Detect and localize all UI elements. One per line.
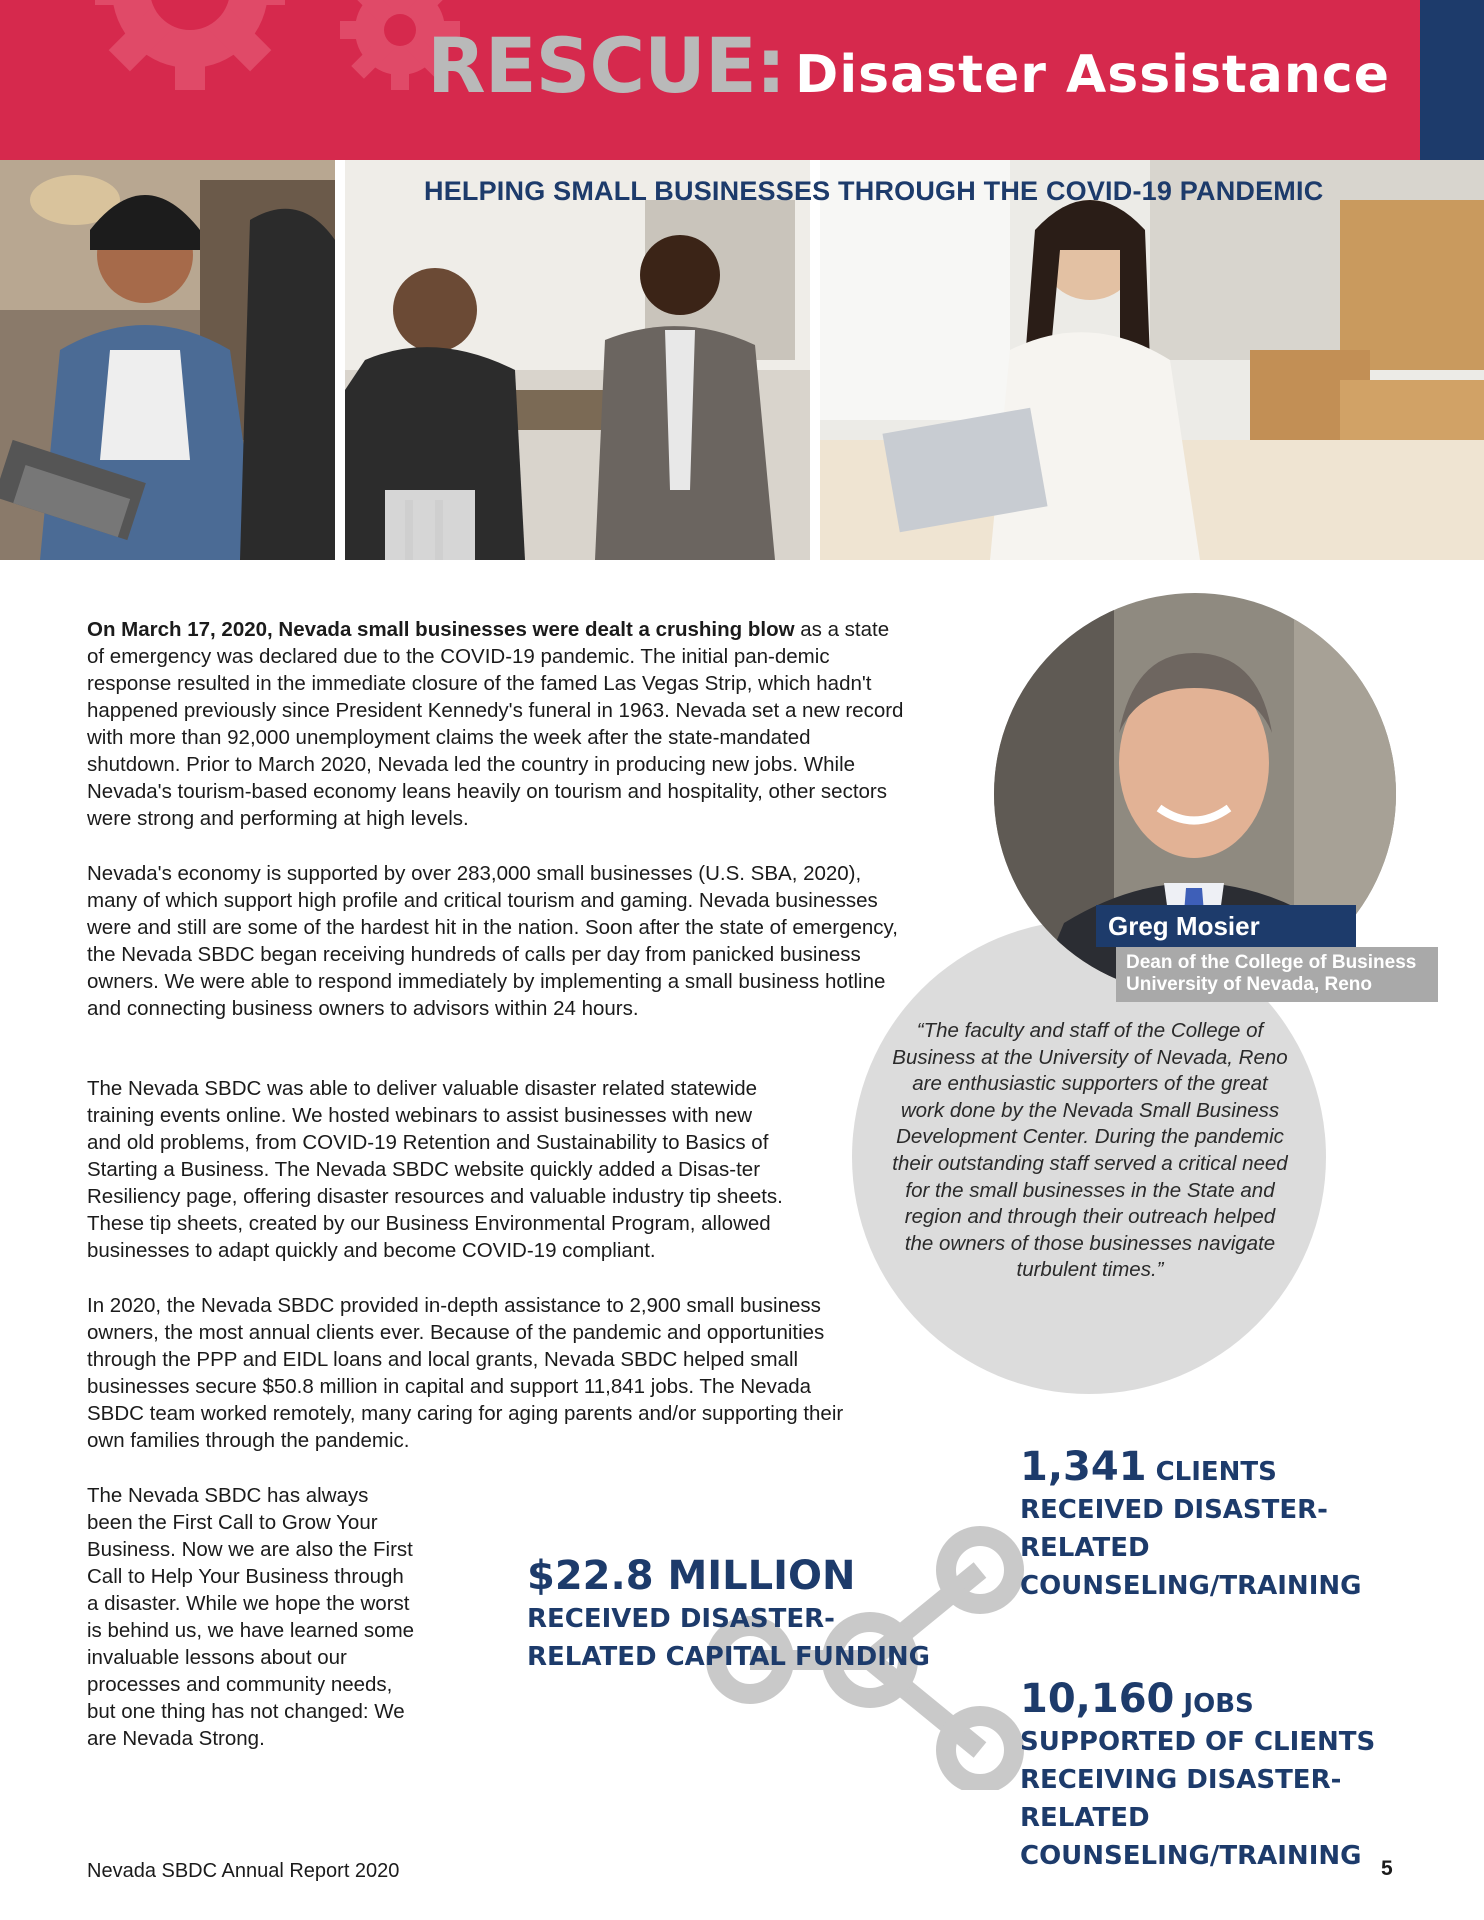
profile-title-line-2: University of Nevada, Reno — [1126, 974, 1373, 995]
stat-capital-value: $22.8 MILLION — [527, 1553, 856, 1599]
stat-jobs-label: JOBS SUPPORTED OF CLIENTS RECEIVING DISASTER-RELATED COUNSELING/TRAINING — [1020, 1689, 1376, 1871]
profile-title-line-1: Dean of the College of Business — [1126, 952, 1417, 973]
body-paragraph-4: In 2020, the Nevada SBDC provided in-depth assistance to 2,900 small business owners, the most annual clients ever. Because of the pandemic and opportunities through the PPP and EIDL loans and local grants, Nevada SBDC helped small businesses secure $50.8 million in capital and support 11,841 jobs. The Nevada SBDC team worked remotely, many caring for aging parents and/or supporting their own families through the pandemic. — [87, 1294, 844, 1452]
body-paragraph-3: The Nevada SBDC was able to deliver valuable disaster related statewide training events online. We hosted webinars to assist businesses with new and old problems, from COVID-19 Retention and Sustainability to Basics of Starting a Business. The Nevada SBDC website quickly added a Disas-ter Resiliency page, offering disaster resources and valuable industry tip sheets. These tip sheets, created by our Business Environmental Program, allowed businesses to adapt quickly and become COVID-19 compliant. — [87, 1077, 783, 1262]
lead-sentence: On March 17, 2020, Nevada small businesses were dealt a crushing blow — [87, 618, 795, 641]
photo-women-at-laptop — [0, 160, 335, 560]
footer-report-title: Nevada SBDC Annual Report 2020 — [87, 1860, 400, 1882]
gear-decoration-icon — [60, 0, 320, 110]
body-paragraph-1 — [87, 616, 907, 832]
page-title — [427, 21, 1390, 110]
photo-business-meeting — [345, 160, 810, 560]
testimonial-quote: “The faculty and staff of the College of Business at the University of Nevada, Reno are enthusiastic supporters of the great work done by the Nevada Small Business Development Center. During the pandemic their outstanding staff served a critical need for the small businesses in the State and region and through their outreach helped the owners of those businesses navigate turbulent times.” — [892, 1019, 1288, 1282]
stat-clients-value: 1,341 — [1020, 1444, 1147, 1490]
page-subtitle: HELPING SMALL BUSINESSES THROUGH THE COVID-19 PANDEMIC — [424, 176, 1324, 206]
profile-title — [1116, 947, 1438, 1002]
paragraph-1-text: as a state of emergency was declared due to the COVID-19 pandemic. The initial pan-demic response resulted in the immediate closure of the famed Las Vegas Strip, which hadn't happened previously since President Kennedy's funeral in 1963. Nevada set a new record with more than 92,000 unemployment claims the week after the state-mandated shutdown. Prior to March 2020, Nevada led the country in producing new jobs. While Nevada's tourism-based economy leans heavily on tourism and hospitality, other sectors were strong and performing at high levels. — [87, 618, 904, 830]
stat-capital-label: RECEIVED DISASTER-RELATED CAPITAL FUNDING — [527, 1604, 930, 1672]
title-word-rescue: RESCUE: — [427, 21, 786, 110]
stat-capital-funding — [527, 1553, 947, 1676]
stat-clients-label: CLIENTS RECEIVED DISASTER-RELATED COUNSELING/TRAINING — [1020, 1457, 1362, 1601]
stat-clients — [1020, 1444, 1420, 1605]
body-paragraph-2: Nevada's economy is supported by over 283,000 small businesses (U.S. SBA, 2020), many of which support high profile and critical tourism and gaming. Nevada businesses were and still are some of the hardest hit in the nation. Soon after the state of emergency, the Nevada SBDC began receiving hundreds of calls per day from panicked business owners. We were able to respond immediately by implementing a small business hotline and connecting business owners to advisors within 24 hours. — [87, 862, 898, 1020]
banner-edge-block — [1420, 0, 1484, 160]
photo-woman-on-phone-with-boxes — [820, 160, 1484, 560]
stat-jobs-value: 10,160 — [1020, 1676, 1175, 1722]
stat-jobs — [1020, 1676, 1420, 1875]
page-number: 5 — [1381, 1857, 1393, 1880]
title-word-disaster-assistance: Disaster Assistance — [795, 45, 1390, 105]
header-banner — [0, 0, 1420, 160]
body-paragraph-5: The Nevada SBDC has always been the First Call to Grow Your Business. Now we are also the First Call to Help Your Business through a disaster. While we hope the worst is behind us, we have learned some invaluable lessons about our processes and community needs, but one thing has not changed: We are Nevada Strong. — [87, 1484, 415, 1750]
profile-name: Greg Mosier — [1096, 905, 1356, 947]
